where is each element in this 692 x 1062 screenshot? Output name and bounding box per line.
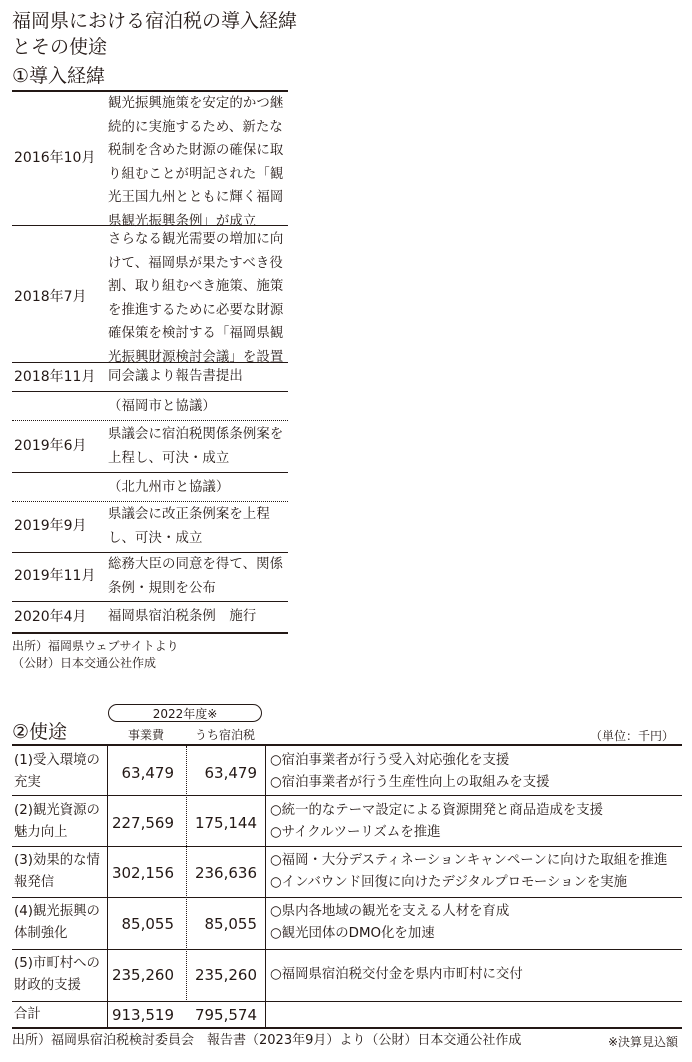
history-text: 総務大臣の同意を得て、関係条例・規則を公布	[108, 557, 284, 596]
history-date: 2019年6月	[14, 438, 87, 454]
usage-top-rule	[12, 744, 682, 746]
usage-category: (4)観光振興の体制強化	[14, 904, 100, 941]
year-label: 2022年度※	[108, 704, 262, 722]
usage-category: (1)受入環境の充実	[14, 753, 100, 790]
project-cost-value: 235,260	[111, 966, 174, 984]
measure-item: ○福岡・大分デスティネーションキャンペーンに向けた取組を推進	[270, 853, 668, 868]
usage-category: (2)観光資源の魅力向上	[14, 803, 100, 840]
row-divider-dotted	[12, 420, 288, 421]
measure-item: ○インバウンド回復に向けたデジタルプロモーションを実施	[270, 875, 628, 890]
lodging-tax-value: 63,479	[204, 764, 257, 782]
total-lodging-tax: 795,574	[194, 1006, 257, 1024]
source-line: （公財）日本交通公社作成	[12, 656, 157, 670]
row-divider	[12, 795, 682, 796]
measure-item: ○観光団体のDMO化を加速	[270, 926, 435, 941]
row-divider	[12, 949, 682, 950]
total-rule	[12, 1001, 682, 1002]
row-divider	[12, 362, 288, 363]
lodging-tax-value: 85,055	[204, 915, 257, 933]
column-header-project-cost: 事業費	[127, 728, 164, 742]
project-cost-value: 63,479	[121, 764, 174, 782]
history-date: 2016年10月	[14, 150, 96, 166]
history-text: 同会議より報告書提出	[108, 369, 243, 384]
project-cost-value: 302,156	[111, 864, 174, 882]
history-text: さらなる観光需要の増加に向けて、福岡県が果たすべき役割、取り組むべき施策、施策を推進するために必要な財源確保策を検討する「福岡県観光振興財源検討会議」を設置	[108, 232, 284, 365]
history-text: （北九州市と協議）	[108, 480, 230, 495]
lodging-tax-value: 235,260	[194, 966, 257, 984]
section2-heading: ②使途	[12, 721, 68, 743]
history-text: 県議会に改正条例案を上程し、可決・成立	[108, 507, 270, 546]
total-project-cost: 913,519	[111, 1006, 174, 1024]
footer-note: ※決算見込額	[607, 1035, 678, 1049]
unit-label: （単位：千円）	[589, 729, 674, 743]
usage-category: (3)効果的な情報発信	[14, 853, 100, 890]
history-date: 2020年4月	[14, 609, 87, 625]
project-cost-value: 227,569	[111, 814, 174, 832]
usage-bottom-rule	[12, 1027, 682, 1029]
measure-item: ○宿泊事業者が行う生産性向上の取組みを支援	[270, 775, 550, 790]
measure-item: ○宿泊事業者が行う受入対応強化を支援	[270, 753, 510, 768]
measure-item: ○統一的なテーマ設定による資源開発と商品造成を支援	[270, 803, 604, 818]
column-header-lodging-tax: うち宿泊税	[194, 728, 255, 742]
section1-heading: ①導入経緯	[12, 65, 106, 87]
row-divider	[12, 225, 288, 226]
source-line: 出所）福岡県ウェブサイトより	[12, 639, 179, 653]
project-cost-value: 85,055	[121, 915, 174, 933]
history-text: 観光振興施策を安定的かつ継続的に実施するため、新たな税制を含めた財源の確保に取り組むことが明記された「観光王国九州とともに輝く福岡県観光振興条例」が成立	[108, 96, 284, 229]
row-divider	[12, 846, 682, 847]
total-label: 合計	[14, 1007, 41, 1022]
row-divider	[12, 472, 288, 473]
column-rule	[265, 745, 266, 1027]
page-title: 福岡県における宿泊税の導入経緯とその使途	[12, 10, 298, 58]
history-date: 2018年7月	[14, 289, 87, 305]
row-divider	[12, 601, 288, 602]
history-date: 2018年11月	[14, 369, 96, 385]
history-text: 福岡県宿泊税条例 施行	[108, 609, 257, 624]
row-divider	[12, 391, 288, 392]
history-text: （福岡市と協議）	[108, 399, 216, 414]
measure-item: ○福岡県宿泊税交付金を県内市町村に交付	[270, 967, 523, 982]
lodging-tax-value: 175,144	[194, 814, 257, 832]
history-text: 県議会に宿泊税関係条例案を上程し、可決・成立	[108, 427, 284, 466]
footer-source: 出所）福岡県宿泊税検討委員会 報告書（2023年9月）より（公財）日本交通公社作成	[12, 1033, 522, 1048]
row-divider-dotted	[12, 501, 288, 502]
lodging-tax-value: 236,636	[194, 864, 257, 882]
measure-item: ○サイクルツーリズムを推進	[270, 825, 441, 840]
history-bottom-rule	[12, 632, 288, 634]
row-divider	[12, 897, 682, 898]
usage-category: (5)市町村への財政的支援	[14, 956, 100, 993]
history-date: 2019年11月	[14, 568, 96, 584]
history-date: 2019年9月	[14, 518, 87, 534]
measure-item: ○県内各地域の観光を支える人材を育成	[270, 904, 510, 919]
